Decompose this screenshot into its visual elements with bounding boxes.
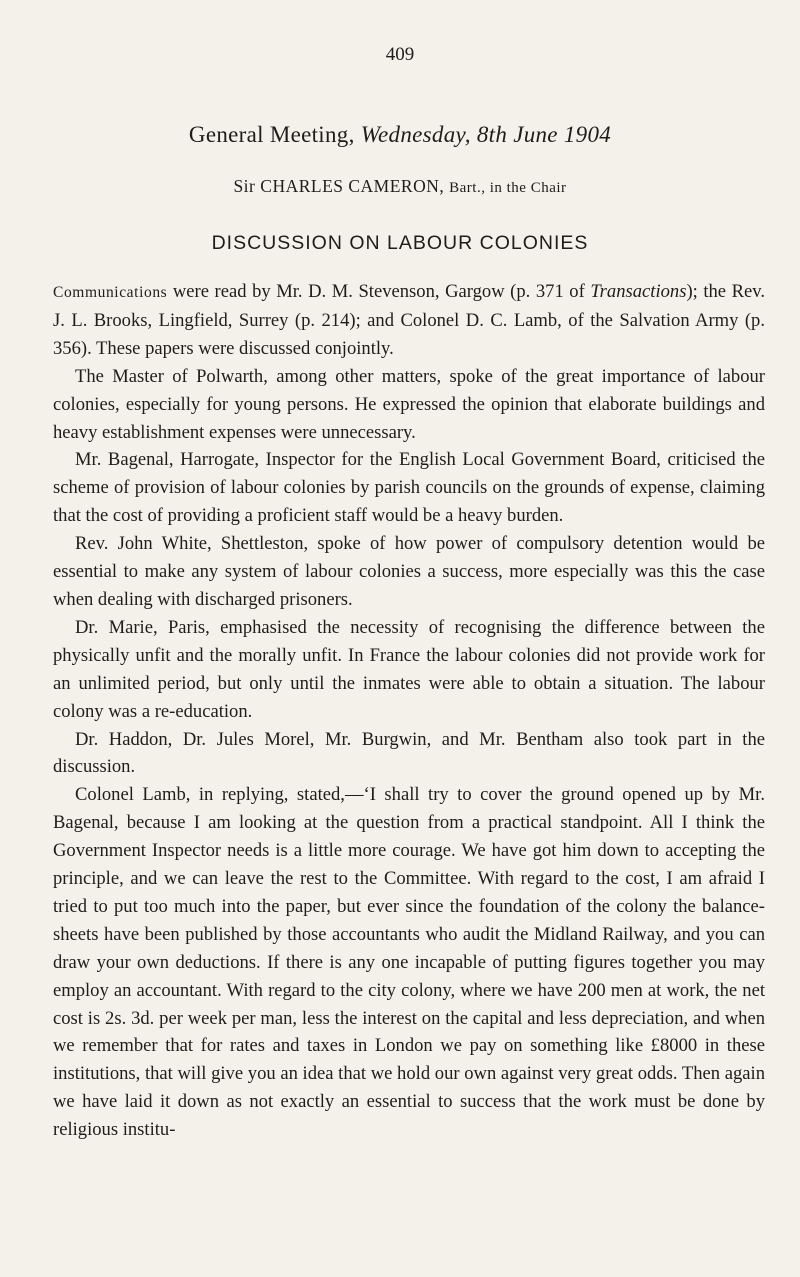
paragraph-communications <box>53 278 765 363</box>
paragraph-polwarth: The Master of Polwarth, among other matters, spoke of the great importance of labour colonies, especially for young persons. He expressed the opinion that elaborate buildings and heavy establishment expenses were unnecessary. <box>53 365 765 443</box>
chair-prefix: Sir <box>233 176 256 196</box>
meeting-label: General Meeting, <box>188 122 355 147</box>
paragraph-text: ); the Rev. J. L. Brooks, Lingfield, Surrey (p. 214); and Colonel D. C. Lamb, of the Salvation Army (p. 356). These papers were discussed conjointly. <box>53 281 765 359</box>
paragraph-lamb-reply: Colonel Lamb, in replying, stated,—‘I shall try to cover the ground opened up by Mr. Bagenal, because I am looking at the question from a practical standpoint. All I think the Government Inspector needs is a little more courage. We have got him down to accepting the principle, and we can leave the rest to the Committee. With regard to the cost, I am afraid I tried to put too much into the paper, but ever since the foundation of the colony the balance-sheets have been published by those accountants who audit the Midland Railway, and you can draw your own deductions. If there is any one incapable of putting figures together you may employ an accountant. With regard to the city colony, where we have 200 men at work, the net cost is 2s. 3d. per week per man, less the interest on the capital and less depreciation, and when we remember that for rates and taxes in London we pay on something like £8000 in these institutions, that will give you an idea that we hold our own against very great odds. Then again we have laid it down as not exactly an essential to success that the work must be done by religious institu- <box>53 784 765 1141</box>
chair-name: CHARLES CAMERON, <box>260 176 445 196</box>
chair-suffix: Bart., in the Chair <box>449 180 567 196</box>
body-text <box>53 278 765 1144</box>
paragraph-bagenal: Mr. Bagenal, Harrogate, Inspector for the English Local Government Board, criticised the scheme of provision of labour colonies by parish councils on the grounds of expense, claiming that the cost of providing a proficient staff would be a heavy burden. <box>53 449 765 527</box>
paragraph-lead: Communications <box>53 284 168 301</box>
meeting-date: Wednesday, 8th June 1904 <box>360 122 612 147</box>
meeting-heading <box>0 122 800 148</box>
transactions-italic: Transactions <box>590 281 687 302</box>
paragraph-white: Rev. John White, Shettleston, spoke of how power of compulsory detention would be essential to make any system of labour colonies a success, more especially was this the case when dealing with discharged prisoners. <box>53 533 765 610</box>
discussion-title: DISCUSSION ON LABOUR COLONIES <box>211 232 589 254</box>
paragraph-others: Dr. Haddon, Dr. Jules Morel, Mr. Burgwin, and Mr. Bentham also took part in the discussion. <box>53 728 765 778</box>
chair-heading <box>0 176 800 197</box>
paragraph-marie: Dr. Marie, Paris, emphasised the necessity of recognising the difference between the physically unfit and the morally unfit. In France the labour colonies did not provide work for an unlimited period, but only until the inmates were able to obtain a situation. The labour colony was a re-education. <box>53 616 765 722</box>
paragraph-text: were read by Mr. D. M. Stevenson, Gargow (p. 371 of <box>167 281 591 302</box>
page-number: 409 <box>385 44 415 65</box>
